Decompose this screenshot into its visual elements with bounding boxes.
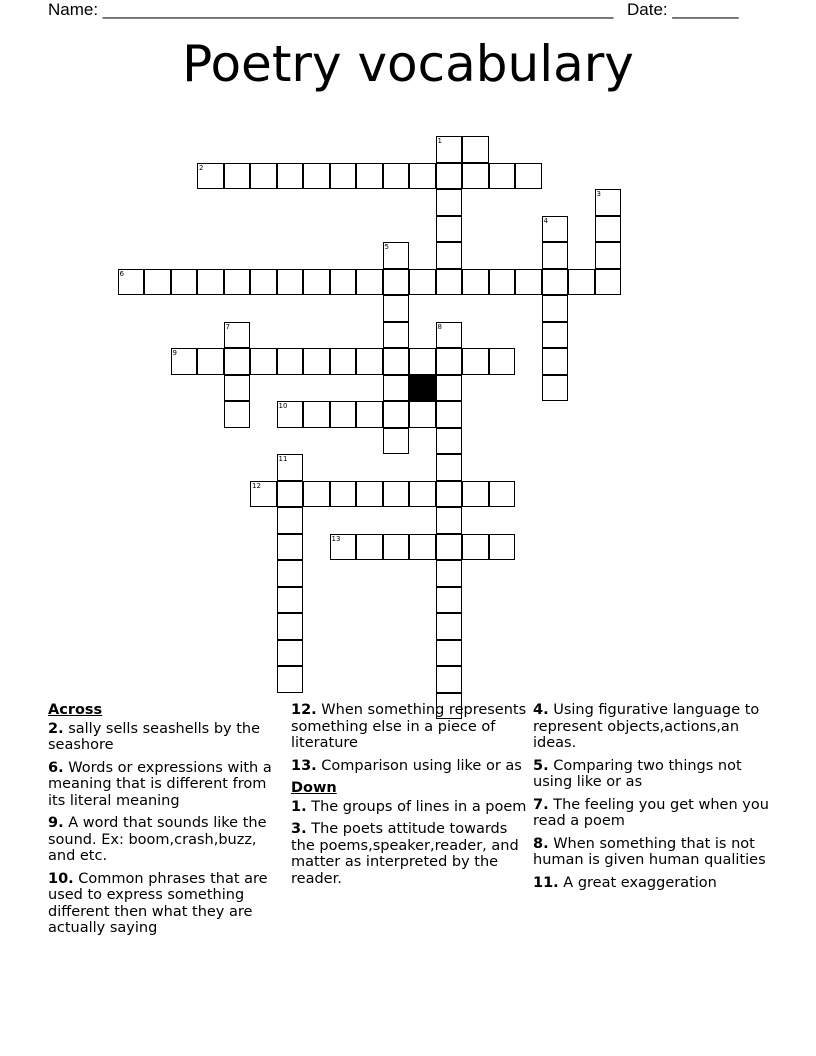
grid-cell[interactable] (383, 322, 410, 349)
grid-cell[interactable] (356, 269, 383, 296)
clue-number: 12 (252, 481, 261, 490)
date-line[interactable]: Date: _______ (627, 0, 739, 19)
clue-item (291, 758, 527, 775)
grid-cell[interactable] (277, 401, 304, 428)
grid-cell[interactable] (303, 481, 330, 508)
grid-cell[interactable] (224, 163, 251, 190)
grid-cell[interactable] (436, 242, 463, 269)
grid-cell[interactable] (595, 242, 622, 269)
grid-cell[interactable] (224, 375, 251, 402)
clues-column-2 (291, 702, 527, 893)
grid-cell[interactable] (409, 534, 436, 561)
clue-item (291, 821, 527, 887)
grid-cell[interactable] (436, 454, 463, 481)
grid-cell[interactable] (330, 481, 357, 508)
clue-item (533, 836, 769, 869)
grid-cell[interactable] (224, 322, 251, 349)
grid-cell[interactable] (197, 269, 224, 296)
grid-cell[interactable] (277, 348, 304, 375)
grid-cell[interactable] (197, 348, 224, 375)
grid-cell[interactable] (277, 613, 304, 640)
clue-item-text: A great exaggeration (558, 874, 717, 891)
clue-item-number: 10. (48, 870, 74, 887)
clue-item (533, 875, 769, 892)
grid-cell[interactable] (489, 348, 516, 375)
clue-item (48, 871, 284, 937)
grid-cell[interactable] (436, 189, 463, 216)
clue-item-text: Comparing two things not using like or as (533, 757, 742, 790)
clue-number: 6 (119, 269, 124, 278)
grid-cell[interactable] (436, 534, 463, 561)
grid-cell[interactable] (383, 428, 410, 455)
clue-item (48, 760, 284, 810)
grid-cell[interactable] (462, 136, 489, 163)
grid-cell[interactable] (383, 481, 410, 508)
clue-number: 9 (172, 349, 177, 357)
grid-cell[interactable] (436, 269, 463, 296)
clue-item (533, 702, 769, 752)
grid-cell[interactable] (409, 401, 436, 428)
grid-cell[interactable] (436, 428, 463, 455)
grid-cell[interactable] (409, 163, 436, 190)
grid-cell[interactable] (436, 481, 463, 508)
clue-item-number: 2. (48, 720, 64, 737)
clue-number: 8 (437, 322, 442, 331)
grid-cell[interactable] (436, 666, 463, 693)
grid-cell[interactable] (144, 269, 171, 296)
across-clue-list (48, 721, 284, 937)
grid-cell[interactable] (436, 322, 463, 349)
grid-cell[interactable] (330, 534, 357, 561)
grid-cell[interactable] (277, 163, 304, 190)
clue-item (48, 815, 284, 865)
clue-item-number: 11. (533, 874, 559, 891)
grid-cell[interactable] (436, 640, 463, 667)
clue-item-number: 7. (533, 796, 549, 813)
clue-item-number: 1. (291, 798, 307, 815)
grid-cell[interactable] (383, 295, 410, 322)
grid-cell[interactable] (436, 401, 463, 428)
clue-item (533, 797, 769, 830)
grid-cell[interactable] (595, 216, 622, 243)
grid-cell[interactable] (303, 348, 330, 375)
grid-cell[interactable] (277, 640, 304, 667)
grid-cell[interactable] (462, 269, 489, 296)
grid-cell[interactable] (436, 375, 463, 402)
clue-item-number: 9. (48, 815, 64, 831)
clue-item-text: Comparison using like or as (316, 757, 522, 774)
grid-cell[interactable] (277, 269, 304, 296)
clue-item-text: Words or expressions with a meaning that is different from its literal meaning (48, 759, 272, 809)
grid-cell[interactable] (224, 401, 251, 428)
clue-item-text: sally sells seashells by the seashore (48, 720, 261, 753)
grid-cell[interactable] (171, 269, 198, 296)
grid-cell[interactable] (436, 560, 463, 587)
grid-cell[interactable] (542, 375, 569, 402)
grid-cell[interactable] (224, 348, 251, 375)
clues-column-3 (533, 702, 769, 897)
grid-cell[interactable] (542, 322, 569, 349)
grid-cell[interactable] (303, 163, 330, 190)
grid-cell[interactable] (250, 348, 277, 375)
grid-cell[interactable] (568, 269, 595, 296)
grid-cell[interactable] (277, 560, 304, 587)
grid-cell[interactable] (409, 348, 436, 375)
clue-item-text: The groups of lines in a poem (306, 798, 527, 815)
grid-cell[interactable] (356, 348, 383, 375)
grid-cell[interactable] (515, 269, 542, 296)
grid-cell[interactable] (542, 269, 569, 296)
grid-cell[interactable] (595, 269, 622, 296)
grid-cell[interactable] (489, 269, 516, 296)
clue-number: 7 (225, 322, 230, 331)
clue-item-number: 6. (48, 759, 64, 776)
clue-item-text: Common phrases that are used to express something different then what they are actually saying (48, 870, 268, 936)
down-clue-list-continued (533, 702, 769, 891)
grid-cell[interactable] (356, 163, 383, 190)
grid-cell[interactable] (330, 163, 357, 190)
name-line[interactable]: Name: ______________________________________________________ (48, 0, 614, 19)
grid-cell[interactable] (436, 613, 463, 640)
clue-item-number: 8. (533, 835, 549, 852)
clue-number: 13 (331, 534, 341, 543)
grid-cell[interactable] (595, 189, 622, 216)
grid-cell[interactable] (171, 348, 198, 375)
clue-item-number: 13. (291, 757, 317, 774)
clue-item (291, 702, 527, 752)
down-clue-list (291, 799, 527, 888)
grid-cell[interactable] (330, 269, 357, 296)
grid-cell[interactable] (303, 401, 330, 428)
grid-cell[interactable] (436, 163, 463, 190)
grid-cell[interactable] (383, 534, 410, 561)
grid-cell[interactable] (224, 269, 251, 296)
grid-cell[interactable] (436, 136, 463, 163)
grid-cell[interactable] (542, 242, 569, 269)
grid-cell[interactable] (462, 163, 489, 190)
grid-cell[interactable] (330, 348, 357, 375)
grid-cell[interactable] (277, 666, 304, 693)
clue-number: 10 (278, 402, 288, 410)
grid-cell[interactable] (383, 375, 410, 402)
clue-item-number: 4. (533, 702, 549, 718)
clue-item-text: When something that is not human is given human qualities (533, 835, 766, 868)
clue-number: 2 (199, 163, 204, 172)
clue-item-text: When something represents something else in a piece of literature (291, 702, 527, 751)
grid-cell[interactable] (356, 481, 383, 508)
grid-cell[interactable] (356, 401, 383, 428)
grid-cell[interactable] (436, 216, 463, 243)
clue-item-text: The poets attitude towards the poems,speaker,reader, and matter as interpreted by the reader. (291, 821, 519, 887)
clue-item (291, 799, 527, 816)
grid-cell[interactable] (436, 348, 463, 375)
clue-number: 1 (437, 137, 442, 145)
clue-item-text: Using figurative language to represent objects,actions,an ideas. (533, 702, 760, 751)
grid-cell[interactable] (542, 216, 569, 243)
grid-cell[interactable] (277, 587, 304, 614)
grid-cell[interactable] (250, 269, 277, 296)
grid-cell[interactable] (383, 163, 410, 190)
grid-cell[interactable] (489, 534, 516, 561)
grid-cell[interactable] (118, 269, 145, 296)
clue-number: 11 (278, 455, 288, 463)
grid-cell[interactable] (250, 481, 277, 508)
grid-cell[interactable] (462, 534, 489, 561)
clue-item-text: A word that sounds like the sound. Ex: boom,crash,buzz, and etc. (48, 815, 267, 864)
across-clue-list-continued (291, 702, 527, 774)
grid-cell[interactable] (277, 534, 304, 561)
grid-cell[interactable] (489, 163, 516, 190)
grid-cell[interactable] (197, 163, 224, 190)
grid-cell[interactable] (515, 163, 542, 190)
clue-number: 3 (596, 190, 601, 198)
grid-cell[interactable] (383, 269, 410, 296)
page-title: Poetry vocabulary (182, 35, 634, 93)
grid-cell[interactable] (383, 401, 410, 428)
across-heading: Across (48, 702, 103, 718)
grid-cell[interactable] (330, 401, 357, 428)
clue-number: 5 (384, 243, 389, 251)
grid-cell[interactable] (489, 481, 516, 508)
grid-cell[interactable] (250, 163, 277, 190)
clue-item-number: 5. (533, 757, 549, 774)
clue-number: 4 (543, 216, 548, 225)
clue-item (533, 758, 769, 791)
grid-cell[interactable] (409, 269, 436, 296)
clues-column-1 (48, 702, 284, 943)
grid-cell[interactable] (542, 348, 569, 375)
grid-cell[interactable] (383, 348, 410, 375)
grid-cell[interactable] (277, 454, 304, 481)
grid-cell[interactable] (436, 587, 463, 614)
black-cell (409, 375, 436, 402)
grid-cell[interactable] (462, 481, 489, 508)
grid-cell[interactable] (409, 481, 436, 508)
grid-cell[interactable] (303, 269, 330, 296)
grid-cell[interactable] (462, 348, 489, 375)
clue-item-number: 12. (291, 702, 317, 718)
clue-item-number: 3. (291, 821, 307, 837)
grid-cell[interactable] (383, 242, 410, 269)
clue-item-text: The feeling you get when you read a poem (533, 796, 769, 829)
grid-cell[interactable] (436, 507, 463, 534)
grid-cell[interactable] (277, 481, 304, 508)
grid-cell[interactable] (542, 295, 569, 322)
down-heading: Down (291, 780, 337, 796)
grid-cell[interactable] (356, 534, 383, 561)
grid-cell[interactable] (277, 507, 304, 534)
clue-item (48, 721, 284, 754)
